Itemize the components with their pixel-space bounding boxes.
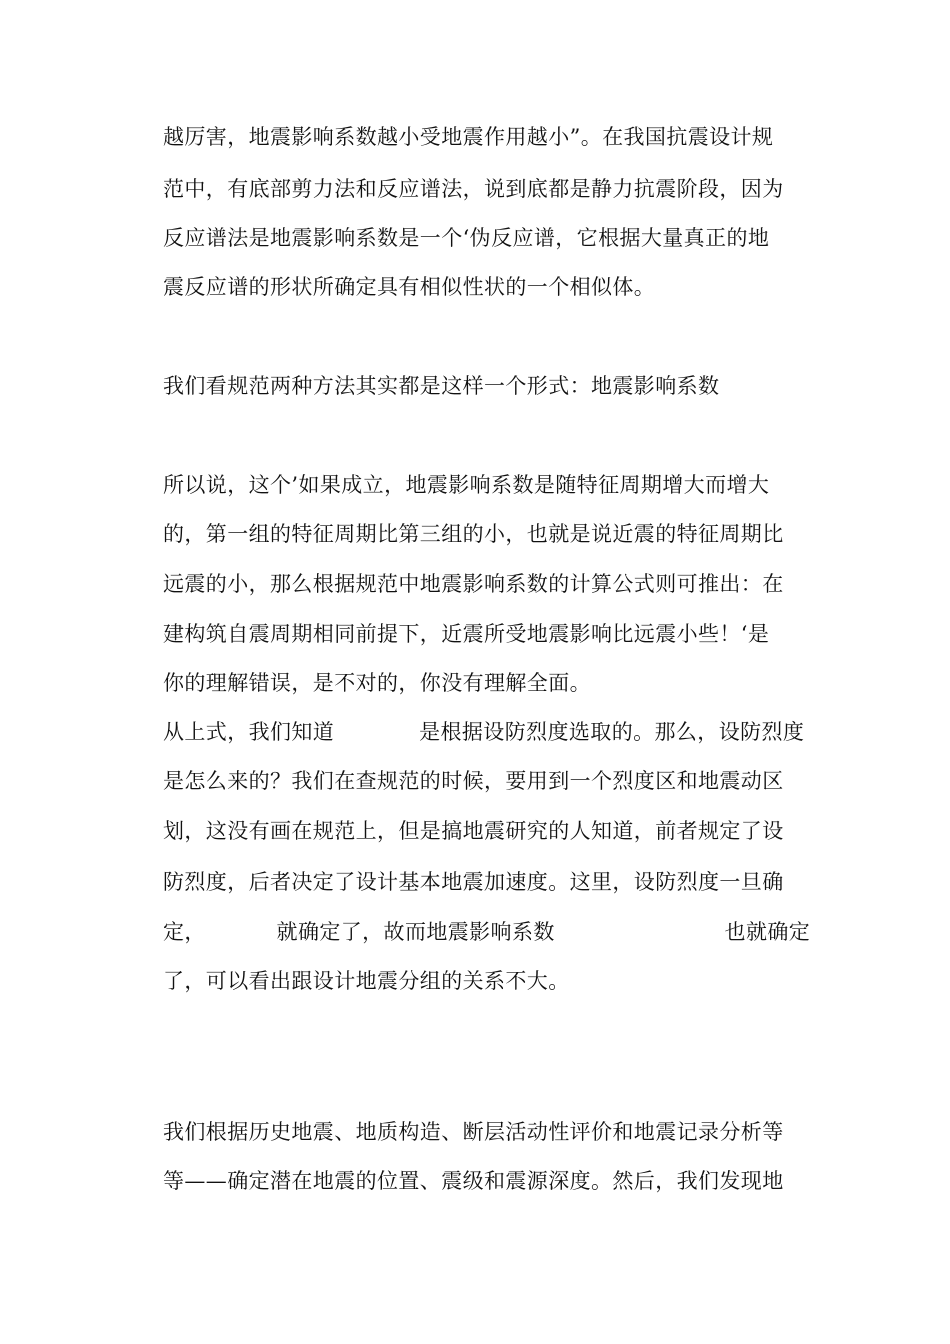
text-line: 范中，有底部剪力法和反应谱法，说到底都是静力抗震阶段，因为 (163, 177, 784, 201)
text-line: 了，可以看出跟设计地震分组的关系不大。 (163, 969, 570, 993)
text-line: 所以说，这个’如果成立，地震影响系数是随特征周期增大而增大 (163, 473, 770, 497)
text-line: 定， 就确定了，故而地震影响系数 也就确定 (163, 920, 811, 944)
text-line: 的，第一组的特征周期比第三组的小，也就是说近震的特征周期比 (163, 522, 784, 546)
text-line: 我们根据历史地震、地质构造、断层活动性评价和地震记录分析等 (163, 1120, 784, 1144)
text-line: 划，这没有画在规范上，但是搞地震研究的人知道，前者规定了设 (163, 819, 784, 843)
text-line: 反应谱法是地震影响系数是一个‘伪反应谱，它根据大量真正的地 (163, 226, 770, 250)
text-line: 等——确定潜在地震的位置、震级和震源深度。然后，我们发现地 (163, 1169, 784, 1193)
text-line: 从上式，我们知道 是根据设防烈度选取的。那么，设防烈度 (163, 720, 805, 744)
text-line: 建构筑自震周期相同前提下，近震所受地震影响比远震小些！‘是 (163, 622, 770, 646)
text-line: 你的理解错误，是不对的，你没有理解全面。 (163, 671, 591, 695)
text-line: 震反应谱的形状所确定具有相似性状的一个相似体。 (163, 275, 656, 299)
text-line: 远震的小，那么根据规范中地震影响系数的计算公式则可推出：在 (163, 572, 784, 596)
text-line: 越厉害，地震影响系数越小受地震作用越小”。在我国抗震设计规 (163, 125, 774, 149)
text-line: 我们看规范两种方法其实都是这样一个形式：地震影响系数 (163, 374, 720, 398)
text-line: 防烈度，后者决定了设计基本地震加速度。这里，设防烈度一旦确 (163, 870, 784, 894)
text-line: 是怎么来的？我们在查规范的时候，要用到一个烈度区和地震动区 (163, 769, 784, 793)
